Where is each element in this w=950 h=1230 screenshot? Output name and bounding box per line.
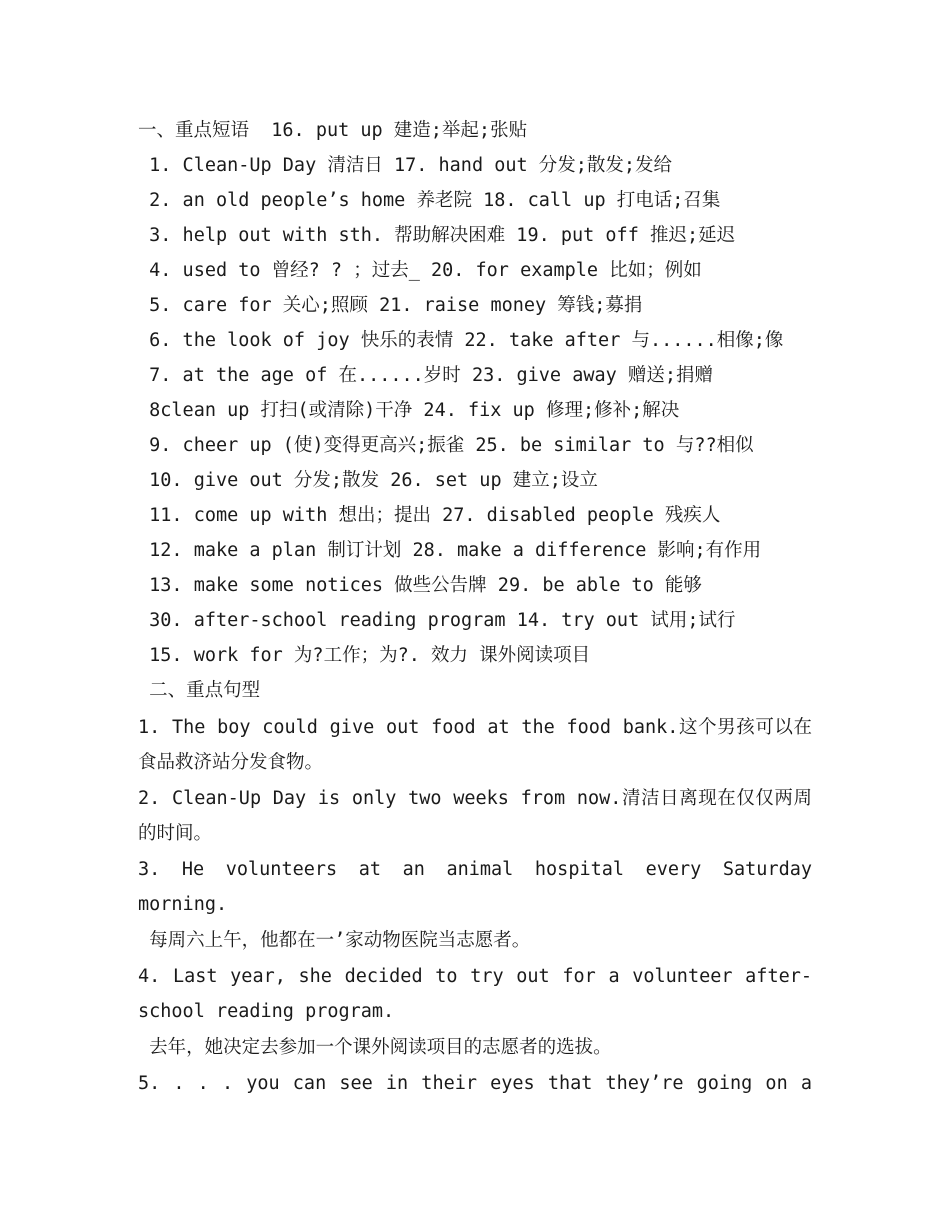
phrase-line: 12. make a plan 制订计划 28. make a difference 影响;有作用 (138, 540, 762, 561)
phrase-line: 5. care for 关心;照顾 21. raise money 筹钱;募捐 (138, 295, 643, 316)
phrase-line: 10. give out 分发;散发 26. set up 建立;设立 (138, 470, 598, 491)
phrase-line: 13. make some notices 做些公告牌 29. be able to 能够 (138, 575, 702, 596)
sentence-3: 3. He volunteers at an animal hospital every Saturday morning. (138, 859, 812, 915)
phrase-line: 15. work for 为?工作；为?. 效力 课外阅读项目 (138, 645, 591, 666)
sentence-4-translation: 去年，她决定去参加一个课外阅读项目的志愿者的选拔。 (138, 1037, 612, 1058)
phrase-line: 11. come up with 想出；提出 27. disabled people 残疾人 (138, 505, 721, 526)
phrase-line: 7. at the age of 在......岁时 23. give away 赠送;捐赠 (138, 365, 714, 386)
sentence-4: 4. Last year, she decided to try out for a volunteer after-school reading program. (138, 966, 812, 1022)
phrase-line: 30. after-school reading program 14. try out 试用;试行 (138, 610, 736, 631)
phrase-line: 9. cheer up (使)变得更高兴;振雀 25. be similar to 与??相似 (138, 435, 754, 456)
sentence-1: 1. The boy could give out food at the food bank.这个男孩可以在食品救济站分发食物。 (138, 717, 812, 773)
sentence-3-translation: 每周六上午，他都在一’家动物医院当志愿者。 (138, 930, 531, 951)
phrase-line: 4. used to 曾经? ? ；过去_ 20. for example 比如；例如 (138, 260, 702, 281)
sentence-2: 2. Clean-Up Day is only two weeks from now.清洁日离现在仅仅两周的时间。 (138, 788, 812, 844)
phrase-line: 6. the look of joy 快乐的表情 22. take after 与......相像;像 (138, 330, 784, 351)
phrases-heading: 一、重点短语 16. put up 建造;举起;张贴 (138, 120, 528, 141)
sentences-heading: 二、重点句型 (138, 680, 261, 701)
phrase-line: 3. help out with sth. 帮助解决困难 19. put off 推迟;延迟 (138, 225, 736, 246)
phrase-line: 2. an old people’s home 养老院 18. call up 打电话;召集 (138, 190, 721, 211)
phrase-line: 8clean up 打扫(或清除)干净 24. fix up 修理;修补;解决 (138, 400, 680, 421)
sentence-5: 5. . . . you can see in their eyes that they’re going on a (138, 1073, 812, 1094)
phrase-line: 1. Clean-Up Day 清洁日 17. hand out 分发;散发;发给 (138, 155, 673, 176)
